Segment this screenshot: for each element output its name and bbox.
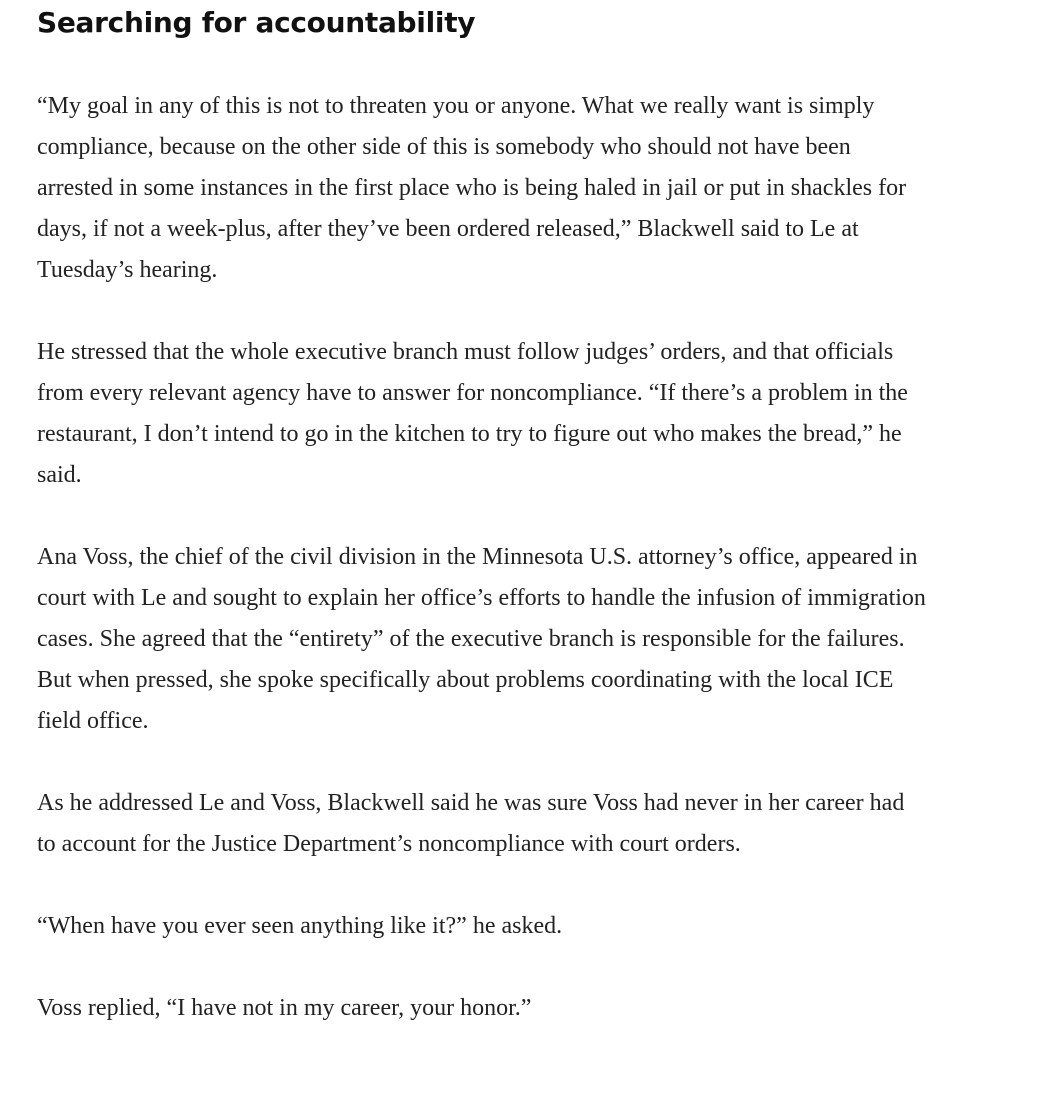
article-paragraph: As he addressed Le and Voss, Blackwell said he was sure Voss had never in her career had to account for the Justice Department’s noncompliance with court orders.: [37, 790, 905, 857]
article-section: [37, 0, 937, 1029]
article-paragraph: Voss replied, “I have not in my career, your honor.”: [37, 995, 532, 1021]
article-paragraph: “My goal in any of this is not to threaten you or anyone. What we really want is simply compliance, because on the other side of this is somebody who should not have been arrested in some instances in the first place who is being haled in jail or put in shackles for days, if not a week-plus, after they’ve been ordered released,” Blackwell said to Le at Tuesday’s hearing.: [37, 93, 907, 283]
article-paragraph: Ana Voss, the chief of the civil division in the Minnesota U.S. attorney’s office, appeared in court with Le and sought to explain her office’s efforts to handle the infusion of immigration cases. She agreed that the “entirety” of the executive branch is responsible for the failures. But when pressed, she spoke specifically about problems coordinating with the local ICE field office.: [37, 544, 926, 734]
section-heading: Searching for accountability: [37, 6, 476, 39]
article-paragraph: He stressed that the whole executive branch must follow judges’ orders, and that officials from every relevant agency have to answer for noncompliance. “If there’s a problem in the restaurant, I don’t intend to go in the kitchen to try to figure out who makes the bread,” he said.: [37, 339, 908, 488]
article-paragraph: “When have you ever seen anything like it?” he asked.: [37, 913, 563, 939]
